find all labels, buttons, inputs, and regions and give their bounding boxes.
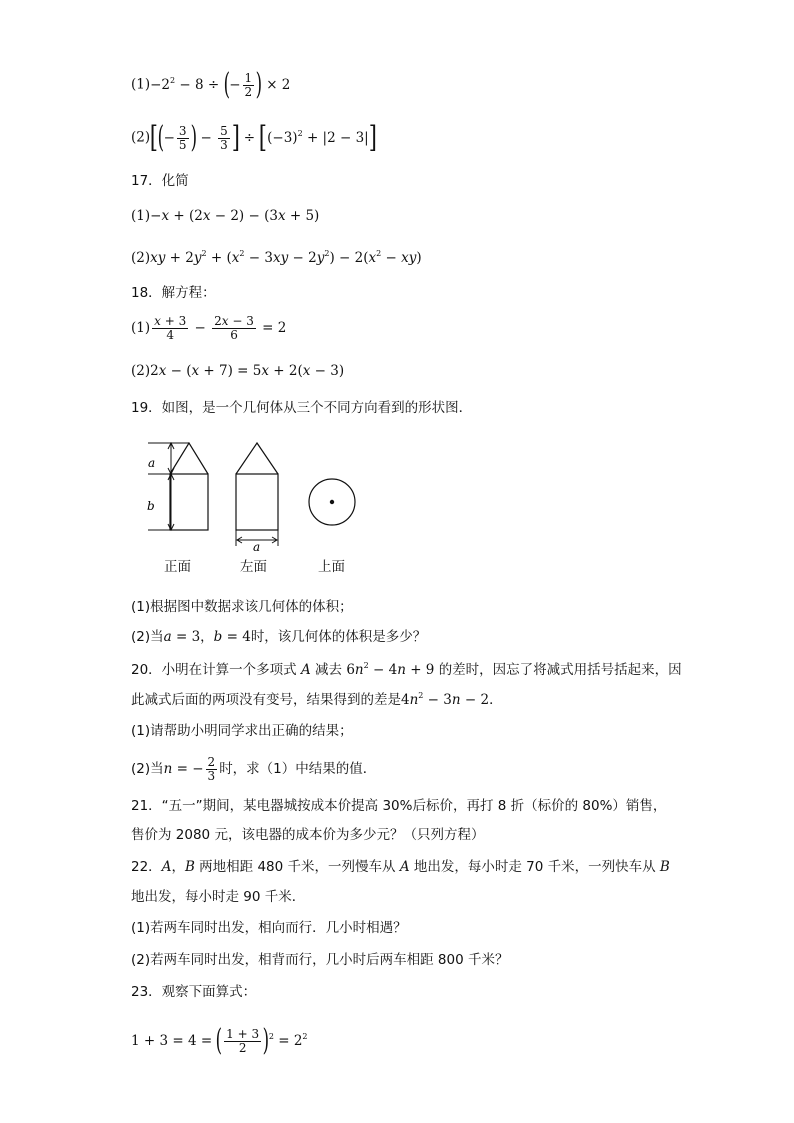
q22-line2: 地出发，每小时走 90 千米． bbox=[131, 889, 306, 905]
q20-line2: 此减式后面的两项没有变号，结果得到的差是$4n^2 - 3n - 2$． bbox=[131, 691, 503, 708]
q23-formula: 1 + 3 = 4 = ( $\frac{1 + 3}{2}$ )$^2 = 2^2$ bbox=[131, 1023, 308, 1058]
q20-part1: (1)请帮助小明同学求出正确的结果； bbox=[131, 723, 353, 739]
q18-part1: (1) $\frac{x + 3}{4}$ − $\frac{2x - 3}{6}$ = 2 bbox=[131, 314, 287, 342]
q19-part2: (2)当a = 3，b = 4时，该几何体的体积是多少？ bbox=[131, 629, 427, 645]
q18-title: 18．解方程： bbox=[131, 285, 216, 301]
q22-part2: (2)若两车同时出发，相背而行，几小时后两车相距 800 千米？ bbox=[131, 952, 509, 968]
q16-part1-expression: $-2^2 - 8$ ÷ (− $\frac{1}{2}$ ) × 2 bbox=[150, 67, 291, 102]
dim-a-label-left: a bbox=[253, 540, 261, 554]
front-view bbox=[170, 443, 208, 530]
q22-line1: 22．A，B 两地相距 480 千米，一列慢车从 A 地出发，每小时走 70 千米，一列快车从 B bbox=[131, 859, 670, 875]
dim-b-label-front: b bbox=[147, 499, 155, 513]
q17-title: 17．化简 bbox=[131, 173, 189, 189]
q22-part1: (1)若两车同时出发，相向而行．几小时相遇？ bbox=[131, 920, 407, 936]
q18-part2-equation: 2x − (x + 7) = 5x + 2(x − 3) bbox=[150, 363, 345, 379]
q19-part2-values: a = 3 bbox=[163, 629, 201, 645]
q18-part1-equation: $\frac{x + 3}{4}$ − $\frac{2x - 3}{6}$ = 2 bbox=[154, 314, 287, 342]
q20-line1: 20．小明在计算一个多项式 A 减去 $6n^2 - 4n + 9$ 的差时，因忘了将减式用括号括起来，因 bbox=[131, 661, 682, 678]
q20-n-value: n = − $\frac{2}{3}$ bbox=[163, 755, 216, 783]
q17-part2: $(2)xy + 2y^2 + (x^2 - 3xy - 2y^2) - 2(x^2 - xy)$ bbox=[131, 249, 422, 266]
q17-part2-expression: xy + $2y^2 + (x^2 - 3xy - 2y^2) - 2(x^2 - xy)$ bbox=[150, 249, 422, 266]
q23-title: 23．观察下面算式： bbox=[131, 984, 257, 1000]
top-view bbox=[309, 479, 355, 525]
three-view-figure bbox=[140, 435, 380, 555]
q16-part1: $(1)-2^2 - 8$ ÷ (− $\frac{1}{2}$ ) × 2 bbox=[131, 67, 291, 102]
q20-part2: (2)当n = − $\frac{2}{3}$ 时，求（1）中结果的值． bbox=[131, 755, 377, 783]
q16-part2: (2)[(− $\frac{3}{5}$ ) − $\frac{5}{3}$ ] ÷ $[(-3)^2 + |2 - 3|]$ bbox=[131, 120, 377, 155]
q20-wrong-result: $4n^2 - 3n - 2$ bbox=[401, 691, 490, 708]
q19-title: 19．如图，是一个几何体从三个不同方向看到的形状图． bbox=[131, 400, 473, 416]
q18-part2: (2)2x − (x + 7) = 5x + 2(x − 3) bbox=[131, 363, 345, 379]
caption-front: 正面 bbox=[164, 559, 191, 575]
q17-part1-expression: −x + (2x − 2) − (3x + 5) bbox=[150, 208, 320, 224]
q21-line2: 售价为 2080 元，该电器的成本价为多少元？（只列方程） bbox=[131, 827, 485, 843]
q17-part1: (1)−x + (2x − 2) − (3x + 5) bbox=[131, 208, 320, 224]
q21-line1: 21．“五一”期间，某电器城按成本价提高 30%后标价，再打 8 折（标价的 80%）销售， bbox=[131, 798, 667, 814]
q16-part2-expression: [(− $\frac{3}{5}$ ) − $\frac{5}{3}$ ] ÷ $[(-3)^2 + |2 - 3|]$ bbox=[149, 120, 377, 155]
q19-part1: (1)根据图中数据求该几何体的体积； bbox=[131, 599, 353, 615]
dim-a-label-front: a bbox=[148, 456, 156, 470]
caption-top: 上面 bbox=[318, 559, 345, 575]
left-view bbox=[236, 443, 278, 530]
caption-left: 左面 bbox=[240, 559, 267, 575]
q20-subtrahend: $6n^2 - 4n + 9$ bbox=[342, 661, 439, 678]
